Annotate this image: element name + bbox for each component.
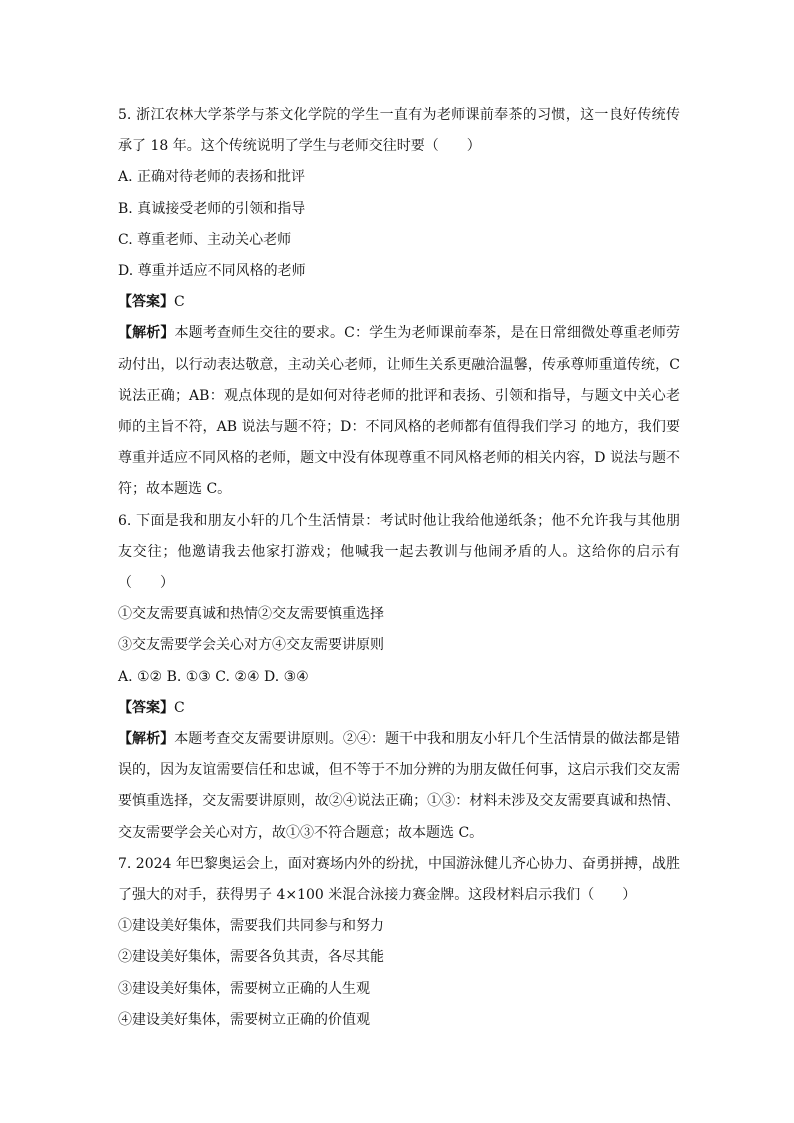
q7-statement: ③建设美好集体，需要树立正确的人生观 <box>118 980 370 997</box>
q5-analysis-line: 符；故本题选 C。 <box>118 481 232 498</box>
q7-stem-line: 了强大的对手，获得男子 4×100 米混合泳接力赛金牌。这段材料启示我们（ ） <box>118 886 637 903</box>
analysis-label: 【解析】 <box>118 325 175 342</box>
q6-statement: ①交友需要真诚和热情②交友需要慎重选择 <box>118 606 384 623</box>
q5-option-a: A. 正确对待老师的表扬和批评 <box>118 169 306 186</box>
q5-analysis-line: 动付出，以行动表达敬意，主动关心老师，让师生关系更融洽温馨，传承尊师重道传统，C <box>118 356 680 373</box>
q6-stem-line: 友交往；他邀请我去他家打游戏；他喊我一起去教训与他闹矛盾的人。这给你的启示有 <box>118 543 680 560</box>
q6-analysis-line: 交友需要学会关心对方，故①③不符合题意；故本题选 C。 <box>118 824 484 841</box>
answer-value: C <box>174 699 185 716</box>
q6-statement: ③交友需要学会关心对方④交友需要讲原则 <box>118 637 384 654</box>
q6-analysis-line: 要慎重选择，交友需要讲原则，故②④说法正确；①③：材料未涉及交友需要真诚和热情、 <box>118 793 680 810</box>
q5-stem-line: 5. 浙江农林大学茶学与茶文化学院的学生一直有为老师课前奉茶的习惯，这一良好传统传 <box>118 107 680 123</box>
q5-analysis-line: 师的主旨不符，AB 说法与题不符；D：不同风格的老师都有值得我们学习 的地方，我们要 <box>118 418 680 435</box>
q7-statement: ②建设美好集体，需要各负其责，各尽其能 <box>118 949 384 966</box>
answer-label: 【答案】 <box>118 294 174 311</box>
q7-stem-line: 7. 2024 年巴黎奥运会上，面对赛场内外的纷扰，中国游泳健儿齐心协力、奋勇拼搏，战胜 <box>118 855 680 872</box>
q6-answer <box>118 693 680 724</box>
question-7 <box>118 849 680 1036</box>
q7-statement: ①建设美好集体，需要我们共同参与和努力 <box>118 918 384 935</box>
q5-stem-line: 承了 18 年。这个传统说明了学生与老师交往时要（ ） <box>118 138 481 155</box>
q6-analysis-line <box>118 724 680 755</box>
q5-option-b: B. 真诚接受老师的引领和指导 <box>118 200 306 217</box>
analysis-text: 本题考查交友需要讲原则。②④：题干中我和朋友小轩几个生活情景的做法都是错 <box>174 730 680 747</box>
question-5 <box>118 100 680 506</box>
q5-option-d: D. 尊重并适应不同风格的老师 <box>118 263 306 279</box>
q6-analysis-line: 误的，因为友谊需要信任和忠诚，但不等于不加分辨的为朋友做任何事，这启示我们交友需 <box>118 762 680 779</box>
answer-label: 【答案】 <box>118 699 174 716</box>
q7-statement: ④建设美好集体，需要树立正确的价值观 <box>118 1011 370 1028</box>
answer-value: C <box>174 294 185 311</box>
question-6 <box>118 506 680 849</box>
q5-analysis-line: 尊重并适应不同风格的老师，题文中没有体现尊重不同风格老师的相关内容，D 说法与题不 <box>118 450 680 467</box>
q5-answer <box>118 287 680 318</box>
q6-options: A. ①② B. ①③ C. ②④ D. ③④ <box>118 668 309 685</box>
q5-analysis-line <box>118 318 680 349</box>
analysis-label: 【解析】 <box>118 730 175 747</box>
q5-analysis-line: 说法正确；AB：观点体现的是如何对待老师的批评和表扬、引领和指导，与题文中关心老 <box>118 387 680 404</box>
analysis-text: 本题考查师生交往的要求。C：学生为老师课前奉茶，是在日常细微处尊重老师劳 <box>174 325 680 342</box>
q6-stem-line: （ ） <box>118 574 174 591</box>
document-content <box>118 100 680 1036</box>
q6-stem-line: 6. 下面是我和朋友小轩的几个生活情景：考试时他让我给他递纸条；他不允许我与其他朋 <box>118 512 680 529</box>
q5-option-c: C. 尊重老师、主动关心老师 <box>118 231 292 248</box>
